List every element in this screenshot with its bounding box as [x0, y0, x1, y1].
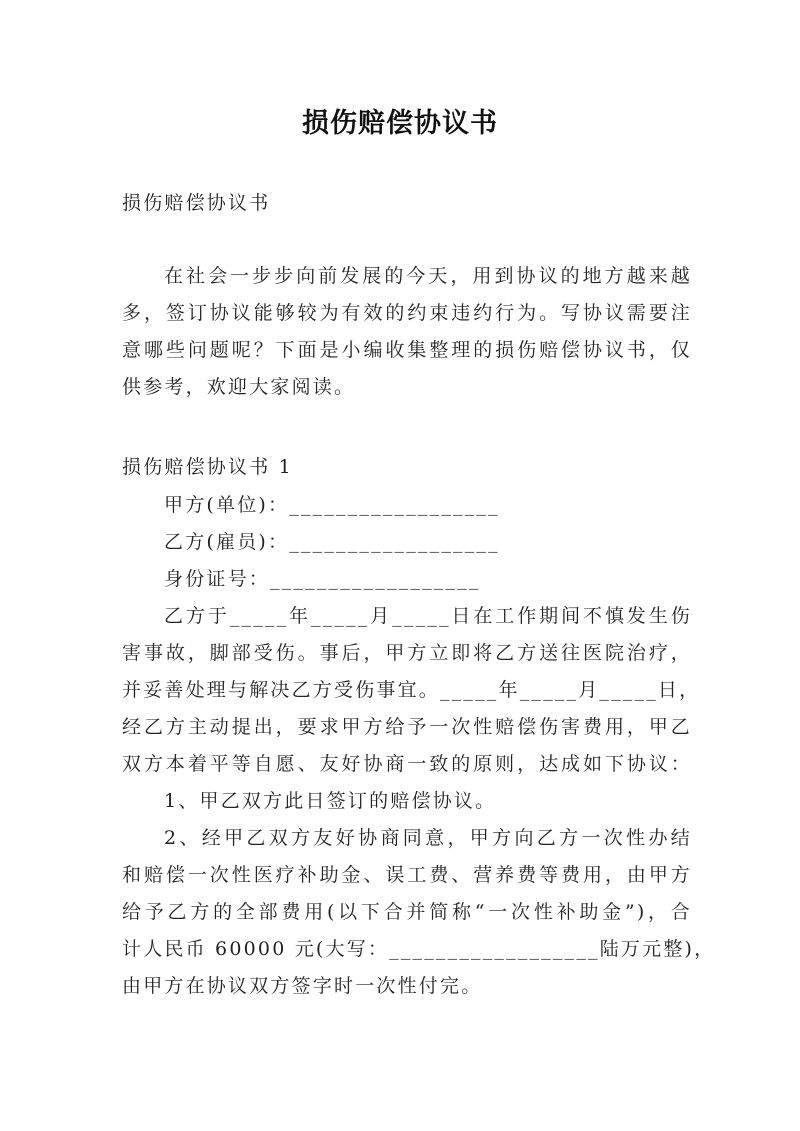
clause-2-line: 2、经甲乙双方友好协商同意，甲方向乙方一次性办结 [164, 827, 692, 849]
clause-1: 1、甲乙双方此日签订的赔偿协议。 [164, 790, 497, 812]
intro-line: 在社会一步步向前发展的今天，用到协议的地方越来越 [164, 265, 692, 287]
clause-2-line: 给予乙方的全部费用(以下合并简称“一次性补助金”)，合 [122, 901, 692, 923]
id-number-field: 身份证号：__________________ [164, 568, 481, 590]
accident-line: 经乙方主动提出，要求甲方给予一次性赔偿伤害费用，甲乙 [122, 716, 692, 738]
clause-2-line: 由甲方在协议双方签字时一次性付完。 [122, 975, 483, 997]
accident-line: 乙方于_____年_____月_____日在工作期间不慎发生伤 [164, 605, 692, 627]
intro-line: 多，签订协议能够较为有效的约束违约行为。写协议需要注 [122, 302, 692, 324]
clause-2-line: 计人民币 60000 元(大写：__________________陆万元整)， [122, 938, 716, 960]
document-subtitle: 损伤赔偿协议书 [122, 192, 271, 214]
intro-line: 供参考，欢迎大家阅读。 [122, 376, 356, 398]
accident-line: 害事故，脚部受伤。事后，甲方立即将乙方送往医院治疗， [122, 642, 692, 664]
clause-2-line: 和赔偿一次性医疗补助金、误工费、营养费等费用，由甲方 [122, 864, 692, 886]
section-heading: 损伤赔偿协议书 1 [122, 456, 293, 478]
document-title: 损伤赔偿协议书 [302, 108, 498, 139]
party-a-field: 甲方(单位)：__________________ [164, 494, 500, 516]
accident-line: 并妥善处理与解决乙方受伤事宜。_____年_____月_____日， [122, 679, 701, 701]
accident-line: 双方本着平等自愿、友好协商一致的原则，达成如下协议： [122, 753, 692, 775]
intro-line: 意哪些问题呢？下面是小编收集整理的损伤赔偿协议书，仅 [122, 339, 692, 361]
party-b-field: 乙方(雇员)：__________________ [164, 531, 500, 553]
